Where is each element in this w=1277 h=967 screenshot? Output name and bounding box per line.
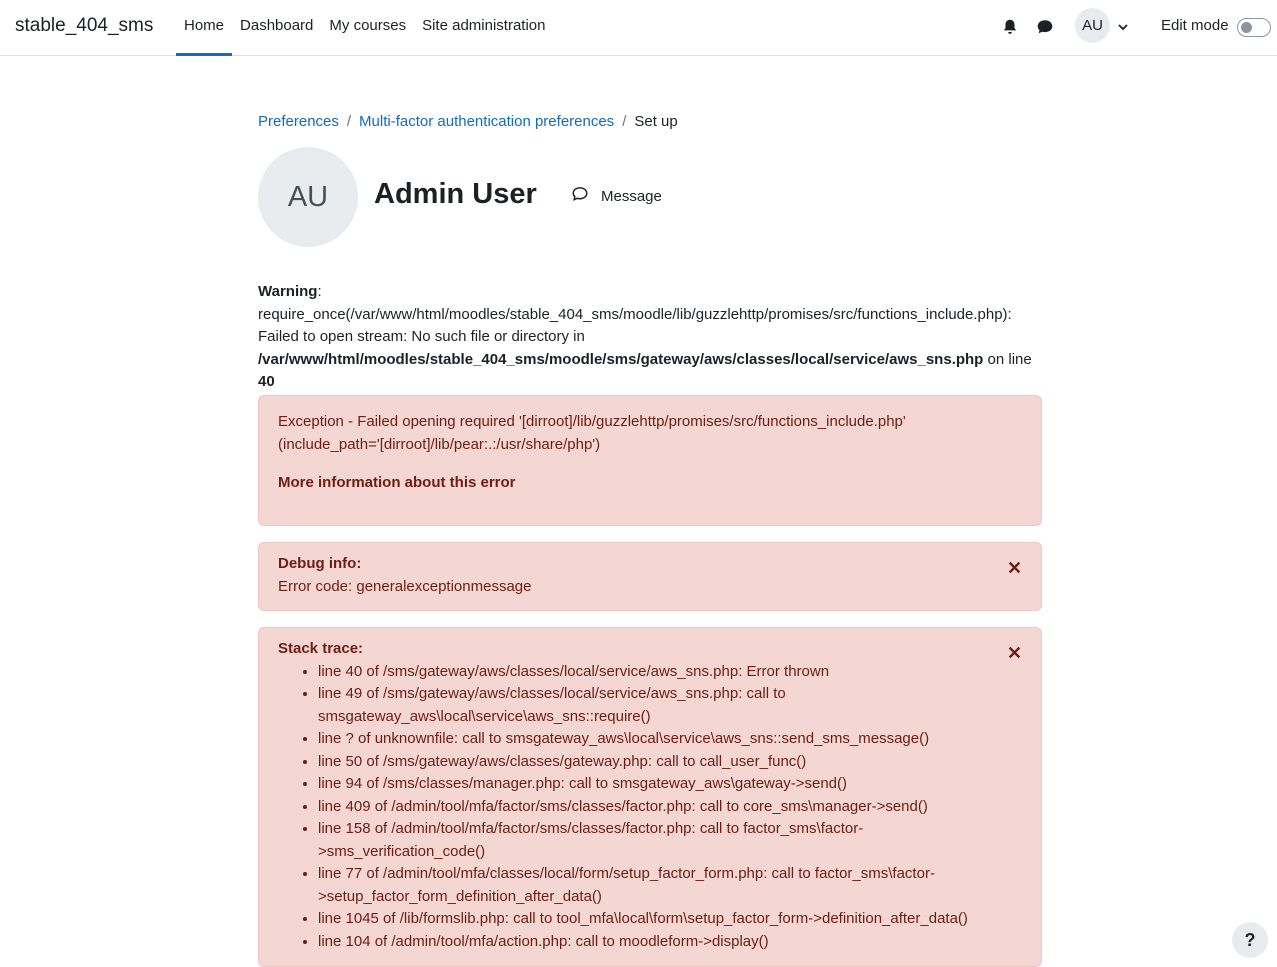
nav-site-administration[interactable]: Site administration: [422, 17, 546, 34]
bell-icon[interactable]: [1001, 18, 1021, 38]
edit-mode-toggle[interactable]: [1237, 18, 1271, 37]
message-label: Message: [601, 187, 662, 205]
warning-message: require_once(/var/www/html/moodles/stable_404_sms/moodle/lib/guzzlehttp/promises/src/functions_include.php): Failed to open stream: No such file or directory in: [258, 305, 1012, 345]
stack-trace-item: • line 94 of /sms/classes/manager.php: call to smsgateway_aws\gateway->send(): [318, 773, 1022, 796]
stack-trace-item: • line 409 of /admin/tool/mfa/factor/sms/classes/factor.php: call to core_sms\manager->send(): [318, 796, 1022, 819]
warning-label: Warning: [258, 283, 318, 300]
exception-message: Exception - Failed opening required '[dirroot]/lib/guzzlehttp/promises/src/functions_include.php' (include_path='[dirroot]/lib/pear:.:/usr/share/php'): [278, 413, 906, 453]
stack-trace-item: • line ? of unknownfile: call to smsgateway_aws\local\service\aws_sns::send_sms_message(): [318, 728, 1022, 751]
avatar: AU: [258, 147, 358, 247]
warning-on-line: on line: [987, 350, 1032, 368]
close-icon[interactable]: [1008, 644, 1021, 657]
stack-trace-item: • line 40 of /sms/gateway/aws/classes/local/service/aws_sns.php: Error thrown: [318, 661, 1022, 684]
warning-file: /var/www/html/moodles/stable_404_sms/moodle/sms/gateway/aws/classes/local/service/aws_sns.php: [258, 350, 984, 368]
debug-info-title: Debug info:: [278, 555, 362, 572]
debug-error-code: Error code: generalexceptionmessage: [278, 577, 532, 595]
stack-trace-item: • line 104 of /admin/tool/mfa/action.php: call to moodleform->display(): [318, 931, 1022, 954]
help-button[interactable]: ?: [1232, 922, 1268, 958]
site-brand[interactable]: stable_404_sms: [15, 15, 154, 36]
breadcrumb: Preferences / Multi-factor authentication preferences / Set up: [258, 113, 678, 130]
stack-trace-item: • line 50 of /sms/gateway/aws/classes/gateway.php: call to call_user_func(): [318, 751, 1022, 774]
more-info-link[interactable]: More information about this error: [278, 474, 516, 491]
stack-trace-alert: [258, 627, 1042, 967]
close-icon[interactable]: [1008, 559, 1021, 572]
stack-trace-item: • line 77 of /admin/tool/mfa/classes/local/form/setup_factor_form.php: call to factor_sms\factor->setup_factor_form_definition_after_data(): [318, 863, 1022, 908]
stack-trace-item: • line 49 of /sms/gateway/aws/classes/local/service/aws_sns.php: call to smsgateway_aws\local\service\aws_sns::require(): [318, 683, 1022, 728]
breadcrumb-current: Set up: [634, 113, 678, 130]
page-title: Admin User: [374, 178, 537, 210]
user-menu-avatar[interactable]: AU: [1075, 8, 1110, 43]
breadcrumb-mfa-preferences[interactable]: Multi-factor authentication preferences: [359, 113, 615, 130]
exception-alert: [258, 395, 1042, 526]
nav-my-courses[interactable]: My courses: [329, 17, 407, 34]
nav-home[interactable]: Home: [176, 0, 232, 56]
message-icon: [571, 185, 589, 207]
breadcrumb-preferences[interactable]: Preferences: [258, 113, 339, 130]
edit-mode-label: Edit mode: [1161, 17, 1229, 34]
warning-line-number: 40: [258, 373, 275, 390]
chevron-down-icon[interactable]: [1116, 20, 1130, 34]
stack-trace-item: • line 158 of /admin/tool/mfa/factor/sms/classes/factor.php: call to factor_sms\factor->sms_verification_code(): [318, 818, 1022, 863]
nav-dashboard[interactable]: Dashboard: [240, 17, 314, 34]
primary-navigation: [176, 0, 554, 56]
top-navbar: [0, 0, 1277, 56]
debug-info-alert: [258, 542, 1042, 611]
chat-bubble-icon[interactable]: [1036, 18, 1056, 38]
php-warning: Warning: require_once(/var/www/html/moodles/stable_404_sms/moodle/lib/guzzlehttp/promises/src/functions_include.php): Failed to open stream: No such file or directory in /var/www/html/moodles/stable_404_sms/moodle/sms/gateway/aws/classes/local/service/aws_sns.php on line 40: [258, 283, 1032, 390]
stack-trace-title: Stack trace:: [278, 640, 364, 657]
stack-trace-list: [278, 661, 1022, 954]
message-button[interactable]: [571, 185, 662, 207]
stack-trace-item: • line 1045 of /lib/formslib.php: call to tool_mfa\local\form\setup_factor_form->definition_after_data(): [318, 908, 1022, 931]
